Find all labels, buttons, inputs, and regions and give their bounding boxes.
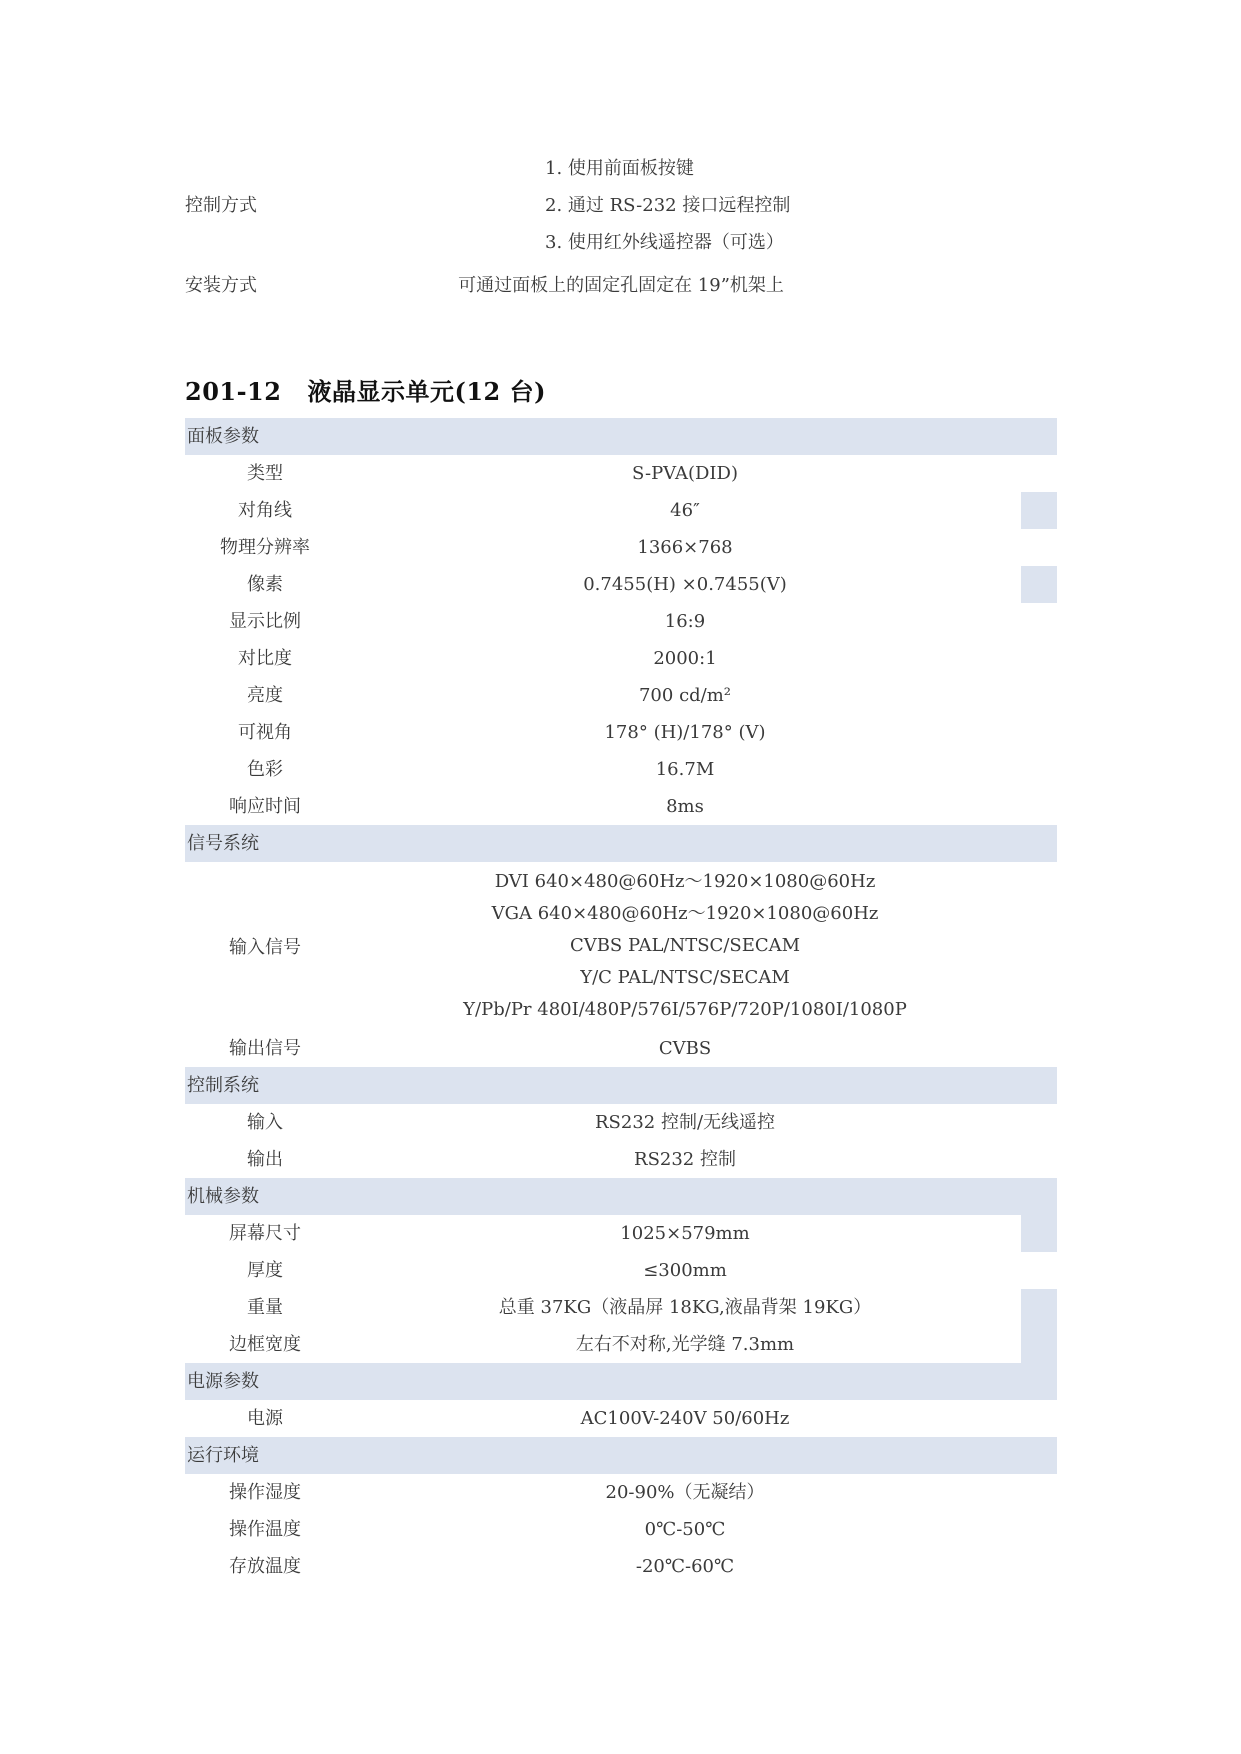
install-method-row <box>185 267 1057 304</box>
spec-value: 8ms <box>666 796 704 817</box>
control-item-text: 3. 使用红外线遥控器（可选） <box>545 232 784 253</box>
section-number: 201-12 <box>185 377 282 406</box>
spec-value: 总重 37KG（液晶屏 18KG,液晶背架 19KG） <box>498 1297 872 1318</box>
spec-row <box>185 1252 1057 1289</box>
spec-value: CVBS <box>658 1038 712 1059</box>
spec-label: 存放温度 <box>229 1556 301 1577</box>
spec-row <box>185 566 1057 603</box>
control-item-text: 1. 使用前面板按键 <box>545 158 694 179</box>
spec-row <box>185 1326 1057 1363</box>
spec-row <box>185 1548 1057 1585</box>
spec-row <box>185 529 1057 566</box>
category-header-mechanical: 机械参数 <box>185 1178 1057 1215</box>
control-method-label: 控制方式 <box>185 195 257 216</box>
spec-row <box>185 751 1057 788</box>
spec-value: 16:9 <box>664 611 706 632</box>
category-header-control: 控制系统 <box>185 1067 1057 1104</box>
spec-value: RS232 控制/无线遥控 <box>594 1112 776 1133</box>
spec-label: 电源 <box>247 1408 283 1429</box>
category-header-panel: 面板参数 <box>185 418 1057 455</box>
shade-block <box>1021 1215 1057 1252</box>
spec-row <box>185 1474 1057 1511</box>
spec-row <box>185 603 1057 640</box>
spec-label: 输出信号 <box>229 1038 301 1059</box>
spec-label: 操作湿度 <box>229 1482 301 1503</box>
spec-table <box>185 418 1057 1585</box>
spec-row <box>185 1141 1057 1178</box>
spec-row <box>185 1400 1057 1437</box>
input-signal-value: VGA 640×480@60Hz～1920×1080@60Hz <box>491 903 879 924</box>
spec-value: 178° (H)/178° (V) <box>604 722 766 743</box>
spec-label: 厚度 <box>247 1260 283 1281</box>
spec-label: 输入信号 <box>229 937 301 958</box>
spec-value: -20℃-60℃ <box>635 1556 735 1577</box>
spec-row <box>185 1104 1057 1141</box>
install-method-value: 可通过面板上的固定孔固定在 19”机架上 <box>458 275 784 296</box>
document-page <box>185 150 1057 1577</box>
spec-label: 操作温度 <box>229 1519 301 1540</box>
spec-row <box>185 677 1057 714</box>
install-method-label: 安装方式 <box>185 275 257 296</box>
spec-label: 边框宽度 <box>229 1334 301 1355</box>
spec-value: 2000:1 <box>653 648 717 669</box>
input-signal-value: CVBS PAL/NTSC/SECAM <box>569 935 801 956</box>
category-header-environment: 运行环境 <box>185 1437 1057 1474</box>
spec-value: 20-90%（无凝结） <box>605 1482 765 1503</box>
spec-label: 亮度 <box>247 685 283 706</box>
spec-value: 1366×768 <box>637 537 733 558</box>
spec-value: 0℃-50℃ <box>644 1519 726 1540</box>
spec-row <box>185 1030 1057 1067</box>
spec-value: 1025×579mm <box>620 1223 750 1244</box>
input-signal-row <box>185 862 1057 1030</box>
category-header-signal: 信号系统 <box>185 825 1057 862</box>
shade-block <box>1021 492 1057 529</box>
input-signal-value: DVI 640×480@60Hz～1920×1080@60Hz <box>494 871 876 892</box>
spec-row <box>185 714 1057 751</box>
spec-label: 像素 <box>247 574 283 595</box>
spec-value: 0.7455(H) ×0.7455(V) <box>583 574 787 595</box>
control-method-block <box>185 150 1057 304</box>
spec-row <box>185 492 1057 529</box>
control-item <box>185 187 1057 224</box>
spec-label: 显示比例 <box>229 611 301 632</box>
spec-value: 700 cd/m² <box>638 685 732 706</box>
spec-label: 输出 <box>247 1149 283 1170</box>
spec-value: 左右不对称,光学缝 7.3mm <box>575 1334 795 1355</box>
section-title <box>185 372 546 407</box>
spec-label: 屏幕尺寸 <box>229 1223 301 1244</box>
spec-row <box>185 455 1057 492</box>
spec-row <box>185 788 1057 825</box>
input-signal-value: Y/Pb/Pr 480I/480P/576I/576P/720P/1080I/1080P <box>463 999 907 1020</box>
spec-label: 对角线 <box>238 500 292 521</box>
spec-row <box>185 1215 1057 1252</box>
spec-value: 46″ <box>670 500 700 521</box>
spec-label: 可视角 <box>238 722 292 743</box>
spec-label: 对比度 <box>238 648 292 669</box>
spec-label: 类型 <box>247 463 283 484</box>
spec-label: 输入 <box>247 1112 283 1133</box>
shade-block <box>1021 1326 1057 1363</box>
spec-row <box>185 1511 1057 1548</box>
spec-value: S-PVA(DID) <box>632 463 738 484</box>
input-signal-values <box>345 866 1025 1026</box>
spec-value: 16.7M <box>655 759 715 780</box>
input-signal-value: Y/C PAL/NTSC/SECAM <box>580 967 790 988</box>
spec-row <box>185 640 1057 677</box>
section-heading: 液晶显示单元(12 台) <box>307 377 546 406</box>
spec-label: 重量 <box>247 1297 283 1318</box>
shade-block <box>1021 566 1057 603</box>
spec-label: 物理分辨率 <box>220 537 310 558</box>
spec-label: 色彩 <box>247 759 283 780</box>
spec-row <box>185 1289 1057 1326</box>
control-item <box>185 224 1057 261</box>
spec-value: RS232 控制 <box>634 1149 736 1170</box>
control-item <box>185 150 1057 187</box>
control-item-text: 2. 通过 RS-232 接口远程控制 <box>545 195 791 216</box>
spec-value: AC100V-240V 50/60Hz <box>580 1408 790 1429</box>
shade-block <box>1021 1289 1057 1326</box>
spec-value: ≤300mm <box>643 1260 727 1281</box>
category-header-power: 电源参数 <box>185 1363 1057 1400</box>
spec-label: 响应时间 <box>229 796 301 817</box>
